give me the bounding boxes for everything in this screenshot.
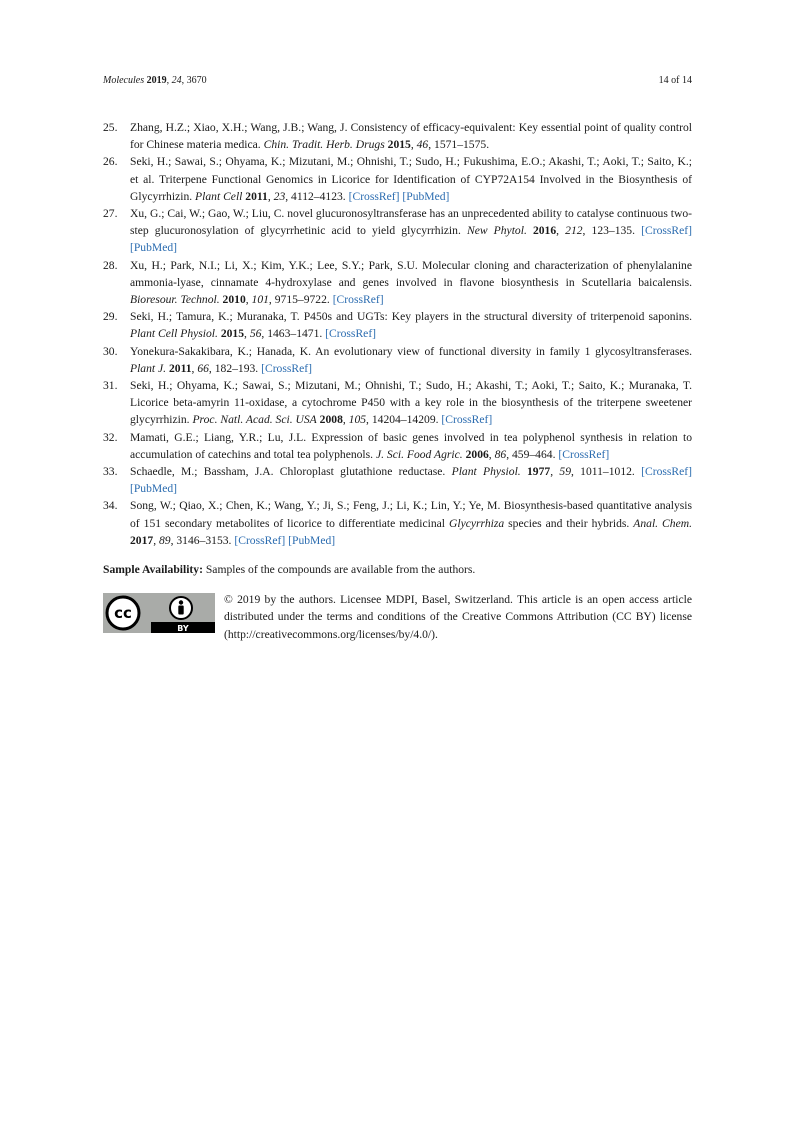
reference-item [103,463,692,497]
reference-text: , 182–193. [208,361,262,375]
running-header [103,74,692,88]
reference-number: 29. [103,310,118,324]
reference-italic-text: 89 [158,533,171,547]
reference-year: 2008 [319,413,343,427]
reference-year: 2015 [387,138,411,152]
reference-text: Seki, H.; Sawai, S.; Ohyama, K.; Mizutani, M.; Ohnishi, T.; Sudo, H.; Fukushima, E.O.; Akashi, T.; Aoki, T.; Saito, K.; et al. Triterpene Functional Genomics in Licorice for Identification of CYP72A154 Involved in the Biosynthesis of Glycyrrhizin. [130,155,692,203]
reference-item [103,377,692,429]
reference-text: , 1463–1471. [261,327,326,341]
cc-by-license-icon[interactable] [103,593,215,633]
reference-text: Xu, H.; Park, N.I.; Li, X.; Kim, Y.K.; Lee, S.Y.; Park, S.U. Molecular cloning and characterization of phenylalanine ammonia-lyase, cinnamate 4-hydroxylase and genes involved in flavone biosynthesis in Scutellaria baicalensis. [130,258,692,289]
reference-italic-text: Anal. Chem. [633,516,692,530]
page-number: 14 of 14 [658,75,692,86]
reference-item [103,497,692,549]
pubmed-link[interactable]: [PubMed] [130,241,178,255]
reference-text: Schaedle, M.; Bassham, J.A. Chloroplast glutathione reductase. [130,465,452,479]
license-block [103,591,692,647]
reference-number: 26. [103,155,118,169]
reference-italic-text: Proc. Natl. Acad. Sci. USA [192,413,317,427]
journal-name: Molecules [103,75,145,86]
reference-italic-text: 86 [494,447,507,461]
reference-text: , 1011–1012. [570,465,642,479]
reference-text: Xu, G.; Cai, W.; Gao, W.; Liu, C. novel glucuronosyltransferase has an unprecedented ability to catalyse continuous two-step glucuronosylation of glycyrrhetinic acid to yield glycyrrhizin. [130,207,692,238]
reference-text: , [153,533,159,547]
reference-text: , 3146–3153. [170,533,235,547]
crossref-link[interactable]: [CrossRef] [441,413,493,427]
person-body [178,606,183,615]
reference-item [103,429,692,463]
reference-number: 30. [103,344,118,358]
reference-text: Song, W.; Qiao, X.; Chen, K.; Wang, Y.; Ji, S.; Feng, J.; Li, K.; Lin, Y.; Ye, M. Biosynthesis-based quantitative analysis of 151 secondary metabolites of licorice to differentiate medicinal [130,499,692,530]
reference-text: , [556,224,566,238]
reference-year: 1977 [527,465,551,479]
crossref-link[interactable]: [CrossRef] [558,447,610,461]
reference-italic-text: 23 [273,189,286,203]
reference-number: 25. [103,121,118,134]
reference-italic-text: J. Sci. Food Agric. [375,447,463,461]
reference-italic-text: Plant Cell Physiol. [130,327,218,341]
reference-item [103,308,692,342]
reference-italic-text: 101 [251,293,269,307]
sample-availability [103,561,692,578]
reference-text: , 123–135. [582,224,642,238]
reference-text: , [342,413,349,427]
crossref-link[interactable]: [CrossRef] [641,465,692,479]
by-letters: BY [177,624,189,633]
reference-italic-text: Bioresour. Technol. [130,293,220,307]
journal-year: 2019 [146,75,167,86]
article-number: 3670 [186,75,207,86]
reference-text: Zhang, H.Z.; Xiao, X.H.; Wang, J.B.; Wang, J. Consistency of efficacy-equivalent: Key essential point of quality control for Chinese materia medica. [130,121,692,152]
reference-text: , [245,293,252,307]
reference-italic-text: Plant Physiol. [451,465,521,479]
reference-year: 2015 [220,327,245,341]
reference-list [103,119,692,549]
reference-year: 2011 [245,189,268,203]
sample-availability-label: Sample Availability: [103,563,203,576]
reference-italic-text: 66 [197,361,209,375]
journal-volume: 24 [171,75,182,86]
pubmed-link[interactable]: [PubMed] [402,189,450,203]
journal-citation: Molecules 2019, 24, 3670 [103,75,207,86]
reference-text: Yonekura-Sakakibara, K.; Hanada, K. An evolutionary view of functional diversity in family 1 glycosyltransferases. [130,344,692,358]
reference-text: species and their hybrids. [504,516,634,530]
reference-text: , 459–464. [506,447,559,461]
crossref-link[interactable]: [CrossRef] [261,361,312,375]
reference-number: 33. [103,465,118,479]
reference-number: 32. [103,430,118,444]
reference-year: 2011 [168,361,192,375]
reference-text: , 1571–1575. [428,138,490,152]
reference-text: Seki, H.; Tamura, K.; Muranaka, T. P450s and UGTs: Key players in the structural diversity of triterpenoid saponins. [130,310,692,324]
reference-italic-text: Plant J. [130,361,167,375]
reference-text: , [267,189,274,203]
reference-item [103,119,692,153]
reference-item [103,205,692,257]
reference-text: , [191,361,198,375]
reference-text: Seki, H.; Ohyama, K.; Sawai, S.; Mizutani, M.; Ohnishi, T.; Sudo, H.; Akashi, T.; Aoki, T.; Saito, K.; Muranaka, T. Licorice beta-amyrin 11-oxidase, a cytochrome P450 with a key role in the biosynthesis of the triterpene sweetener glycyrrhizin. [130,379,692,427]
reference-italic-text: 46 [416,138,429,152]
cc-letters: cc [114,604,132,622]
crossref-link[interactable]: [CrossRef] [348,189,400,203]
crossref-link[interactable]: [CrossRef] [332,293,384,307]
person-head [179,600,183,604]
reference-year: 2010 [222,293,246,307]
sample-availability-text: Samples of the compounds are available from the authors. [202,563,476,576]
crossref-link[interactable]: [CrossRef] [641,224,692,238]
reference-italic-text: 212 [565,224,583,238]
reference-italic-text: New Phytol. [466,224,527,238]
reference-text: , 14204–14209. [366,413,442,427]
reference-item [103,153,692,205]
reference-text: , [550,465,560,479]
reference-year: 2017 [130,533,154,547]
reference-text: , [244,327,250,341]
reference-text: , [488,447,495,461]
license-text: © 2019 by the authors. Licensee MDPI, Basel, Switzerland. This article is an open access article distributed under the terms and conditions of the Creative Commons Attribution (CC BY) license (http://creativecommons.org/licenses/by/4.0/). [224,593,692,641]
crossref-link[interactable]: [CrossRef] [234,533,286,547]
reference-italic-text: 56 [249,327,262,341]
reference-text: , [410,138,417,152]
reference-number: 28. [103,258,118,272]
pubmed-link[interactable]: [PubMed] [130,482,178,496]
reference-year: 2006 [465,447,489,461]
reference-number: 34. [103,499,118,513]
reference-year: 2016 [532,224,557,238]
reference-text: Mamati, G.E.; Liang, Y.R.; Lu, J.L. Expression of basic genes involved in tea polyphenol synthesis in relation to accumulation of catechins and total tea polyphenols. [130,430,692,461]
reference-italic-text: Plant Cell [195,189,243,203]
reference-text: , 4112–4123. [285,189,349,203]
reference-number: 27. [103,207,118,221]
reference-italic-text: Glycyrrhiza [448,516,505,530]
crossref-link[interactable]: [CrossRef] [325,327,377,341]
reference-italic-text: 59 [559,465,571,479]
pubmed-link[interactable]: [PubMed] [288,533,336,547]
reference-item [103,343,692,377]
reference-number: 31. [103,379,118,393]
reference-item [103,257,692,309]
reference-italic-text: Chin. Tradit. Herb. Drugs [263,138,385,152]
reference-text: , 9715–9722. [268,293,333,307]
reference-italic-text: 105 [348,413,367,427]
